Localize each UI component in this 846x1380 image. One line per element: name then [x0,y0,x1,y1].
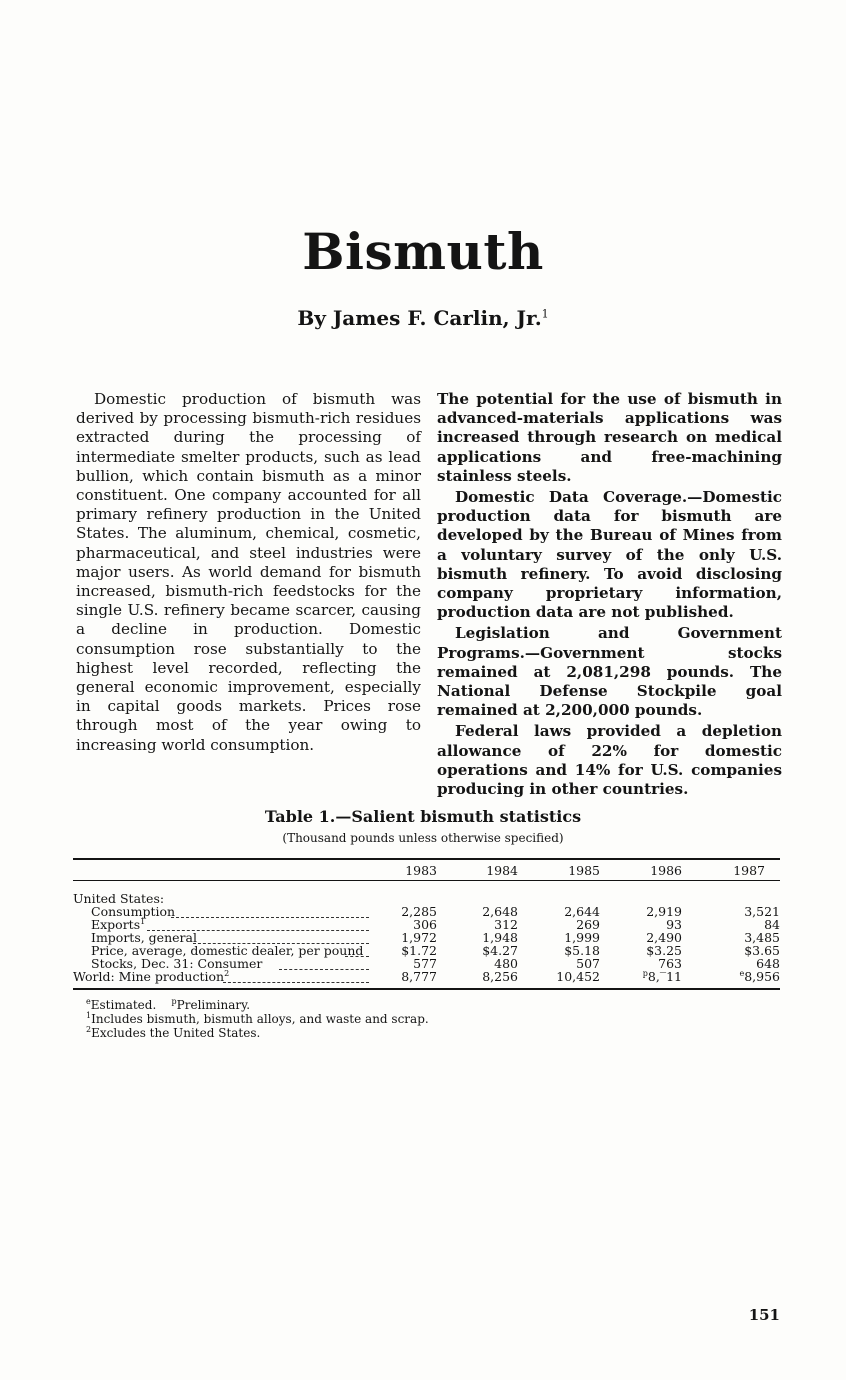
year-header: 1985 [568,863,600,878]
leader-dots [223,970,369,983]
byline [0,306,846,330]
year-header: 1987 [733,863,765,878]
right-column [437,390,782,801]
table-row: Consumption 2,285 2,648 2,644 2,919 3,521 [91,904,780,919]
row-label: Exports$^1$ [91,916,146,932]
table-row: World: Mine production$^2$ 8,777 8,256 10,452 $^p$8,‾11 $^e$8,956 [73,968,780,984]
table-top-rule [73,858,780,860]
footnote-estimated-preliminary: $^e$Estimated. $^p$Preliminary. [86,997,251,1012]
year-header: 1984 [486,863,518,878]
leader-dots [171,905,369,918]
row-label: Imports, general [91,930,197,945]
footnote-2: $^2$Excludes the United States. [86,1025,261,1040]
data-coverage-heading: Domestic Data Coverage.— [455,488,703,507]
row-label: Consumption [91,904,176,919]
author-name: By James F. Carlin, Jr. [297,306,542,330]
footnote-1: $^1$Includes bismuth, bismuth alloys, and waste and scrap. [86,1011,429,1026]
data-coverage-paragraph [437,488,782,622]
table-row: Imports, general 1,972 1,948 1,999 2,490 3,485 [91,930,780,945]
author-footnote-mark: 1 [541,307,549,321]
leader-dots [345,944,369,957]
row-label: Stocks, Dec. 31: Consumer [91,956,263,971]
table-row: Exports$^1$ 306 312 269 93 84 [91,916,780,932]
legislation-text: Government stocks remained at 2,081,298 pounds. The National Defense Stockpile goal remained at 2,200,000 pounds. [437,643,782,720]
table-subtitle: (Thousand pounds unless otherwise specified) [282,831,564,845]
table-bottom-rule [73,988,780,990]
table-title: Table 1.—Salient bismuth statistics [264,807,582,826]
legislation-heading: Legislation and Government Programs.— [437,624,782,662]
row-label: World: Mine production$^2$ [73,968,230,984]
table-row: Price, average, domestic dealer, per pound $1.72 $4.27 $5.18 $3.25 $3.65 [91,943,780,958]
page-title: Bismuth [302,222,544,281]
leader-dots [279,957,369,970]
page-number: 151 [748,1306,780,1324]
table-row: Stocks, Dec. 31: Consumer 577 480 507 763 648 [91,956,780,971]
intro-paragraph: Domestic production of bismuth was derived by processing bismuth-rich residues extracted during the processing of intermediate smelter products, such as lead bullion, which contain bismuth as a minor constituent. One company accounted for all primary refinery production in the United States. The aluminum, chemical, cosmetic, pharmaceutical, and steel industries were major users. As world demand for bismuth increased, bismuth-rich feedstocks for the single U.S. refinery became scarcer, causing a decline in production. Domestic consumption rose substantially to the highest level recorded, reflecting the general economic improvement, especially in capital goods markets. Prices rose through most of the year owing to increasing world consumption. [76,390,421,754]
legislation-paragraph [437,624,782,720]
row-label: Price, average, domestic dealer, per pound [91,943,364,958]
applications-paragraph: The potential for the use of bismuth in advanced-materials applications was increased through research on medical applications and free-machining stainless steels. [437,390,782,485]
left-column [76,390,421,755]
table-section-label: United States: [73,891,165,906]
table-header-rule [73,880,780,881]
year-header: 1983 [405,863,437,878]
year-header: 1986 [650,863,682,878]
data-coverage-text: Domestic production data for bismuth are developed by the Bureau of Mines from a voluntary survey of the only U.S. bismuth refinery. To avoid disclosing company proprietary information, production data are not published. [437,488,782,622]
depletion-paragraph: Federal laws provided a depletion allowance of 22% for domestic operations and 14% for U.S. companies producing in other countries. [437,722,782,799]
